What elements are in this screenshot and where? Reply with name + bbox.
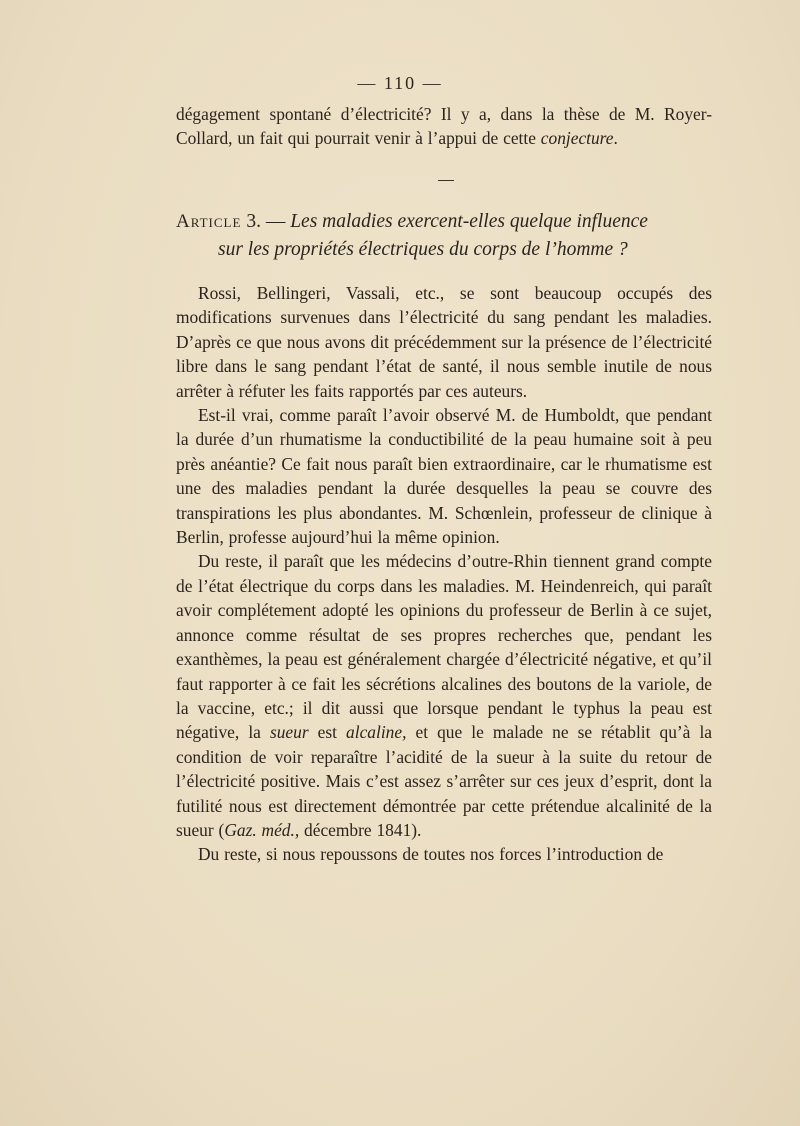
paragraph-4: Du reste, si nous repoussons de toutes nos forces l’introduction de bbox=[198, 844, 664, 865]
section-divider bbox=[438, 180, 454, 181]
paragraph-3-alcaline: alcaline, bbox=[346, 722, 407, 743]
page-number: — 110 — bbox=[357, 73, 443, 93]
intro-italic: conjecture bbox=[540, 128, 614, 149]
body-text bbox=[176, 281, 712, 867]
paragraph-3-sueur: sueur bbox=[269, 722, 309, 743]
paragraph-3-source: Gaz. méd., bbox=[224, 819, 300, 840]
paragraph-3 bbox=[176, 549, 712, 842]
paragraph-3-part-a: Du reste, il paraît que les médecins d’outre-Rhin tiennent grand compte de l’état électrique du corps dans les maladies. M. Heindenreich, qui paraît avoir complétement adopté les opinions du professeur de Berlin à ce sujet, annonce comme résultat de ses propres recherches que, pendant les exanthèmes, la peau est généralement chargée d’électricité négative, et qu’il faut rapporter à ce fait les sécrétions alcalines des boutons de la variole, de la vaccine, etc.; il dit aussi que lorsque pendant le typhus la peau est négative, la bbox=[176, 551, 712, 743]
article-number: 3. bbox=[246, 211, 261, 232]
paragraph-3-part-d: décembre 1841). bbox=[299, 819, 422, 840]
paragraph-2: Est-il vrai, comme paraît l’avoir observé M. de Humboldt, que pendant la durée d’un rhumatisme la conductibilité de la peau humaine soit à peu près anéantie? Ce fait nous paraît bien extraordinaire, car le rhumatisme est une des maladies pendant la durée desquelles la peau se couvre des transpirations les plus abondantes. M. Schœnlein, professeur de clinique à Berlin, professe aujourd’hui la même opinion. bbox=[176, 405, 712, 548]
article-label: Article bbox=[176, 211, 242, 232]
article-title-line2: sur les propriétés électriques du corps de l’homme ? bbox=[218, 239, 628, 260]
paragraph-3-part-c: et que le malade ne se rétablit qu’à la condition de voir reparaître l’acidité de la sueur à la suite du retour de l’électricité positive. Mais c’est assez s’arrêter sur ces jeux d’esprit, dont la futilité nous est directement démontrée par cette prétendue alcalinité de la sueur ( bbox=[176, 722, 713, 840]
article-dash: — bbox=[265, 211, 286, 232]
paragraph-3-part-b: est bbox=[308, 722, 347, 743]
intro-paragraph bbox=[176, 102, 712, 151]
article-heading bbox=[176, 208, 716, 264]
article-title-line1: Les maladies exercent-elles quelque influence bbox=[290, 211, 648, 232]
intro-period: . bbox=[613, 128, 618, 149]
paragraph-1: Rossi, Bellingeri, Vassali, etc., se sont beaucoup occupés des modifications survenues dans l’électricité du sang pendant les maladies. D’après ce que nous avons dit précédemment sur la présence de l’électricité libre dans le sang pendant l’état de santé, il nous semble inutile de nous arrêter à réfuter les faits rapportés par ces auteurs. bbox=[176, 283, 712, 401]
intro-text: dégagement spontané d’électricité? Il y a, dans la thèse de M. Royer-Collard, un fait qui pourrait venir à l’appui de cette bbox=[176, 104, 712, 149]
